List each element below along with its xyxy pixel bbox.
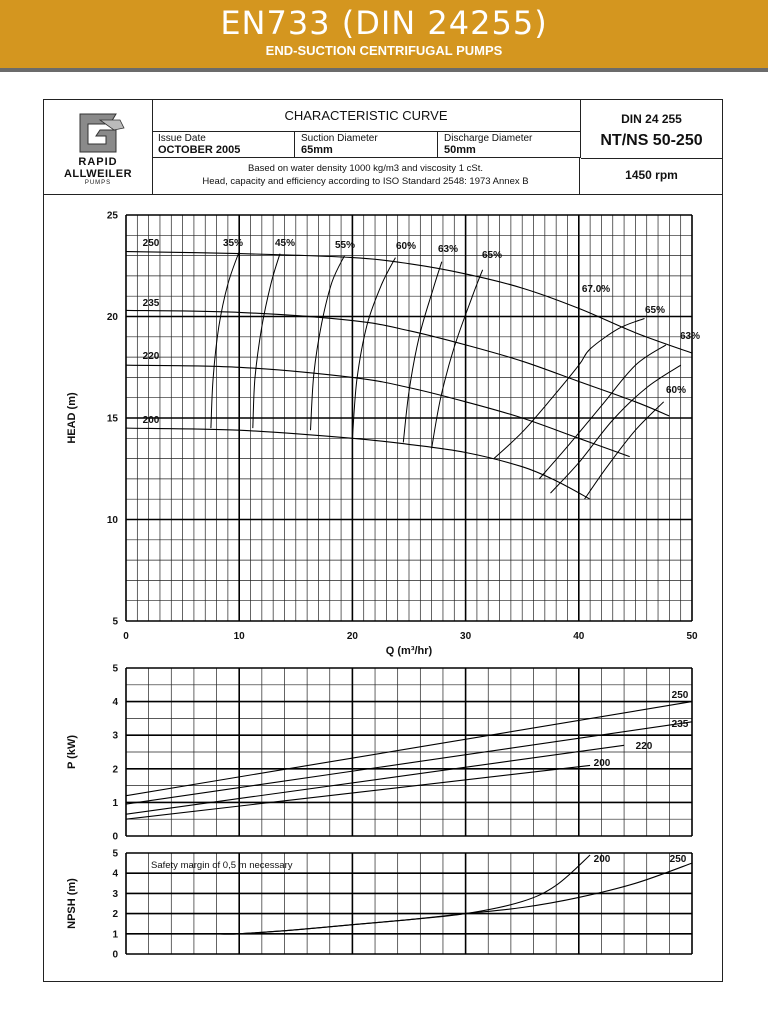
y-tick-label: 3 [112,888,118,900]
x-tick-label: 10 [233,631,245,642]
logo-line3: PUMPS [84,180,112,186]
logo-line1: RAPID [78,156,118,168]
y-tick-label: 15 [106,413,118,425]
efficiency-label: 35% [222,238,244,249]
efficiency-label: 63% [437,244,459,255]
logo-line2: ALLWEILER [63,168,133,180]
y-tick-label: 25 [106,210,118,222]
efficiency-label: 45% [274,238,296,249]
y-tick-label: 1 [112,929,118,941]
y-tick-label: 2 [112,764,118,776]
series-line-200 [126,765,590,819]
y-tick-label: 5 [112,663,118,675]
discharge-diameter-label: Discharge Diameter [444,133,533,144]
efficiency-curve [551,365,681,493]
impeller-label: 250 [142,238,160,249]
suction-diameter-value: 65mm [301,144,333,156]
y-axis-label: P (kW) [66,734,78,770]
x-axis-label: Q (m³/hr) [385,645,433,657]
efficiency-curve [352,258,395,439]
series-line-220 [126,365,630,456]
x-tick-label: 50 [686,631,698,642]
y-tick-label: 4 [112,697,118,709]
issue-date-value: OCTOBER 2005 [158,144,241,156]
impeller-label: 200 [593,758,611,769]
y-tick-label: 20 [106,312,118,323]
efficiency-curve [311,256,345,431]
impeller-label: 250 [669,854,687,865]
standard-label: DIN 24 255 [621,112,682,126]
efficiency-label: 65% [644,305,666,316]
y-tick-label: 1 [112,797,118,809]
impeller-label: 235 [671,719,689,730]
y-tick-label: 0 [112,831,118,843]
y-tick-label: 4 [112,868,118,880]
x-tick-label: 0 [123,631,129,642]
x-tick-label: 40 [573,631,585,642]
suction-diameter-label: Suction Diameter [301,133,378,144]
y-tick-label: 5 [112,616,118,628]
y-tick-label: 10 [106,515,118,526]
x-tick-label: 30 [460,631,472,642]
impeller-label: 235 [142,298,160,309]
efficiency-curve [211,252,239,429]
y-tick-label: 3 [112,730,118,742]
efficiency-curve [253,254,280,429]
series-line-200 [126,428,590,499]
y-tick-label: 2 [112,909,118,921]
efficiency-label: 60% [665,385,687,396]
efficiency-label: 67.0% [581,284,611,295]
efficiency-curve [432,270,483,449]
y-tick-label: 5 [112,848,118,860]
impeller-label: 220 [142,351,160,362]
efficiency-label: 60% [395,241,417,252]
impeller-label: 250 [671,690,689,701]
impeller-label: 220 [635,741,653,752]
efficiency-curve [494,319,645,459]
issue-date-label: Issue Date [158,133,206,144]
document-subtitle: END-SUCTION CENTRIFUGAL PUMPS [265,43,503,58]
y-axis-label: HEAD (m) [66,392,78,444]
document-title: EN733 (DIN 24255) [220,4,548,42]
x-tick-label: 20 [346,631,358,642]
efficiency-label: 63% [679,331,701,342]
impeller-label: 200 [142,415,160,426]
safety-margin-note: Safety margin of 0,5 m necessary [151,860,293,871]
efficiency-label: 65% [481,250,503,261]
y-axis-label: NPSH (m) [66,878,78,929]
impeller-label: 200 [593,854,611,865]
pump-model: NT/NS 50-250 [600,132,703,149]
pump-speed: 1450 rpm [625,168,678,182]
discharge-diameter-value: 50mm [444,144,476,156]
test-conditions-line1: Based on water density 1000 kg/m3 and viscosity 1 cSt. [248,163,483,174]
characteristic-curve-title: CHARACTERISTIC CURVE [152,100,581,132]
test-conditions-line2: Head, capacity and efficiency according to ISO Standard 2548: 1973 Annex B [202,176,529,187]
y-tick-label: 0 [112,949,118,961]
series-line-250 [126,702,692,796]
efficiency-label: 55% [334,240,356,251]
